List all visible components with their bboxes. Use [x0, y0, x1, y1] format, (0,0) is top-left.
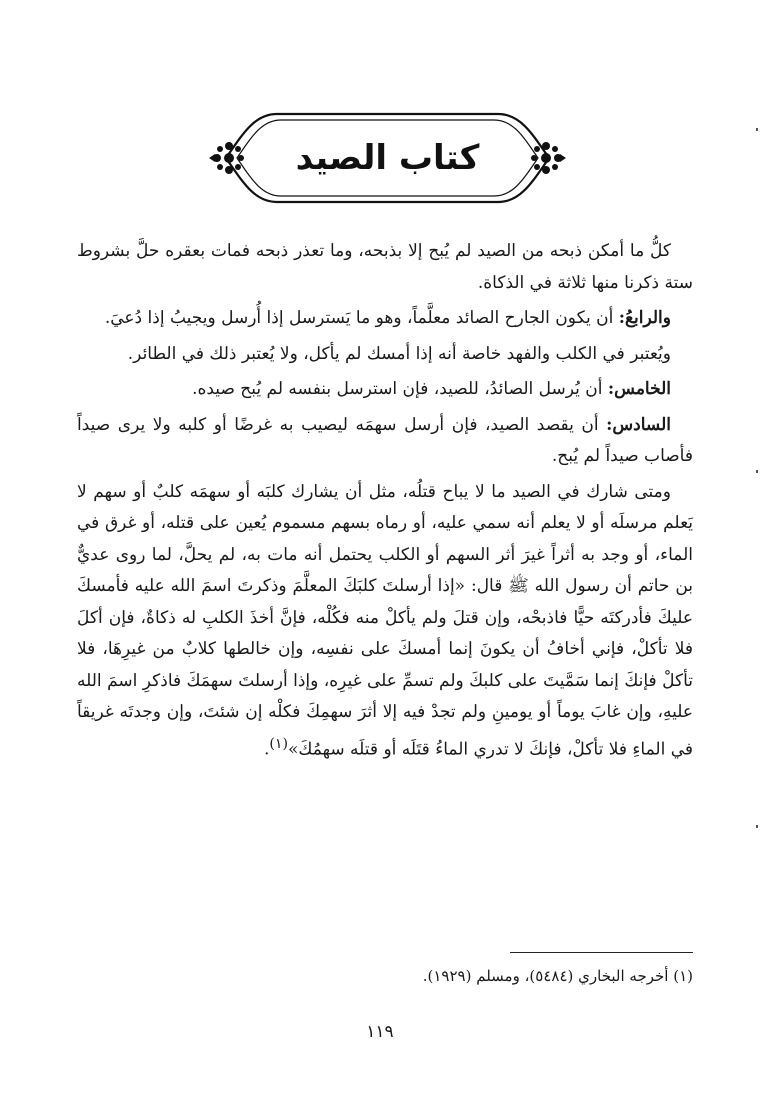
page-number: ١١٩	[366, 1022, 394, 1042]
footnote: (١) أخرجه البخاري (٥٤٨٤)، ومسلم (١٩٢٩).	[422, 967, 693, 985]
paragraph	[77, 410, 693, 473]
paragraph-label: السادس:	[606, 414, 671, 435]
right-flower-ornament	[531, 142, 566, 174]
paragraph	[77, 339, 693, 371]
paragraph	[77, 303, 693, 335]
paragraph: ومتى شارك في الصيد ما لا يباح قتلُه، مثل أن يشارك كلبَه أو سهمَه كلبٌ أو سهم لا يَعلم مرسلَه أو لا يعلم أنه سمي عليه، أو رماه بسهم مسموم يُعين على قتله، أو غرق في الماء، أو وجد به أثراً غيرَ أثر السهم أو الكلب يحتمل أنه مات به، لم يحلَّ، لما روى عديٌّ بن حاتم أن رسول الله ﷺ قال: «إذا أرسلتَ كلبَكَ المعلَّمَ وذكرتَ اسمَ الله عليه فأمسكَ عليكَ فأدركتَه حيًّا فاذبحْه، وإن قتلَ ولم يأكلْ منه فكُلْه، فإنَّ أخذَ الكلبِ له ذكاةٌ، فإن أكلَ فلا تأكلْ، فإني أخافُ أن يكونَ إنما أمسكَ على نفسِه، وإن خالطها كلابٌ من غيرِهَا، فلا تأكلْ فإنكَ إنما سَمَّيتَ على كلبكَ ولم تسمِّ على غيرِه، وإذا أرسلتَ سهمَكَ فاذكرِ اسمَ الله عليهِ، وإن غابَ يوماً أو يومينِ ولم تجدْ فيه إلا أثرَ سهمِكَ فكلْه إن شئتَ، وإن وجدتَه غريقاً في الماءِ فلا تأكلْ، فإنكَ لا تدري الماءُ قتَلَه أو قتلَه سهمُكَ»$^{(١)}$.	[77, 481, 693, 760]
chapter-title: كتاب الصيد	[295, 138, 480, 178]
footnote-divider	[510, 952, 693, 953]
chapter-banner	[205, 108, 570, 208]
chapter-body	[77, 236, 693, 770]
footnote-reference[interactable]: (١)	[269, 735, 289, 752]
paragraph-text: أن يقصد الصيد، فإن أرسل سهمَه ليصيب به غرضًا أو كلبه ولا يرى صيداً فأصاب صيداً لم يُبح.	[77, 414, 693, 466]
margin-mark	[756, 128, 758, 131]
paragraph-label: والرابعُ:	[618, 308, 671, 328]
paragraph-text: أن يُرسل الصائدُ، للصيد، فإن استرسل بنفسه لم يُبح صيده.	[192, 379, 608, 399]
left-flower-ornament	[209, 142, 244, 174]
paragraph-text: ويُعتبر في الكلب والفهد خاصة أنه إذا أمسك لم يأكل، ولا يُعتبر ذلك في الطائر.	[127, 343, 671, 364]
paragraph-text: كلُّ ما أمكن ذبحه من الصيد لم يُبح إلا بذبحه، وما تعذر ذبحه فمات بعقره حلَّ بشروط ستة ذكرنا منها ثلاثة في الذكاة.	[77, 241, 693, 293]
paragraph-label: الخامس:	[607, 379, 671, 399]
paragraph-text: أن يكون الجارح الصائد معلَّماً، وهو ما يَسترسل إذا أُرسل ويجيبُ إذا دُعيَ.	[104, 308, 619, 328]
margin-mark	[756, 470, 758, 473]
margin-mark	[756, 825, 758, 828]
paragraph	[77, 374, 693, 406]
paragraph-text: ومتى شارك في الصيد ما لا يباح قتلُه، مثل أن يشارك كلبَه أو سهمَه كلبٌ أو سهم لا يَعلم مرسلَه أو لا يعلم أنه سمي عليه، أو رماه بسهم مسموم يُعين على قتله، أو غرق في الماء، أو وجد به أثراً غيرَ أثر السهم أو الكلب يحتمل أنه مات به، لم يحلَّ، لما روى عديٌّ بن حاتم أن رسول الله ﷺ قال: «إذا أرسلتَ كلبَكَ المعلَّمَ وذكرتَ اسمَ الله عليه فأمسكَ عليكَ فأدركتَه حيًّا فاذبحْه، وإن قتلَ ولم يأكلْ منه فكُلْه، فإنَّ أخذَ الكلبِ له ذكاةٌ، فإن أكلَ فلا تأكلْ، فإني أخافُ أن يكونَ إنما أمسكَ على نفسِه، وإن خالطها كلابٌ من غيرِهَا، فلا تأكلْ فإنكَ إنما سَمَّيتَ على كلبكَ ولم تسمِّ على غيرِه، وإذا أرسلتَ سهمَكَ فاذكرِ اسمَ الله عليهِ، وإن غابَ يوماً أو يومينِ ولم تجدْ فيه إلا أثرَ سهمِكَ فكلْه إن شئتَ، وإن وجدتَه غريقاً في الماءِ فلا تأكلْ، فإنكَ لا تدري الماءُ قتَلَه أو قتلَه سهمُكَ»	[77, 481, 693, 760]
paragraph	[77, 236, 693, 299]
